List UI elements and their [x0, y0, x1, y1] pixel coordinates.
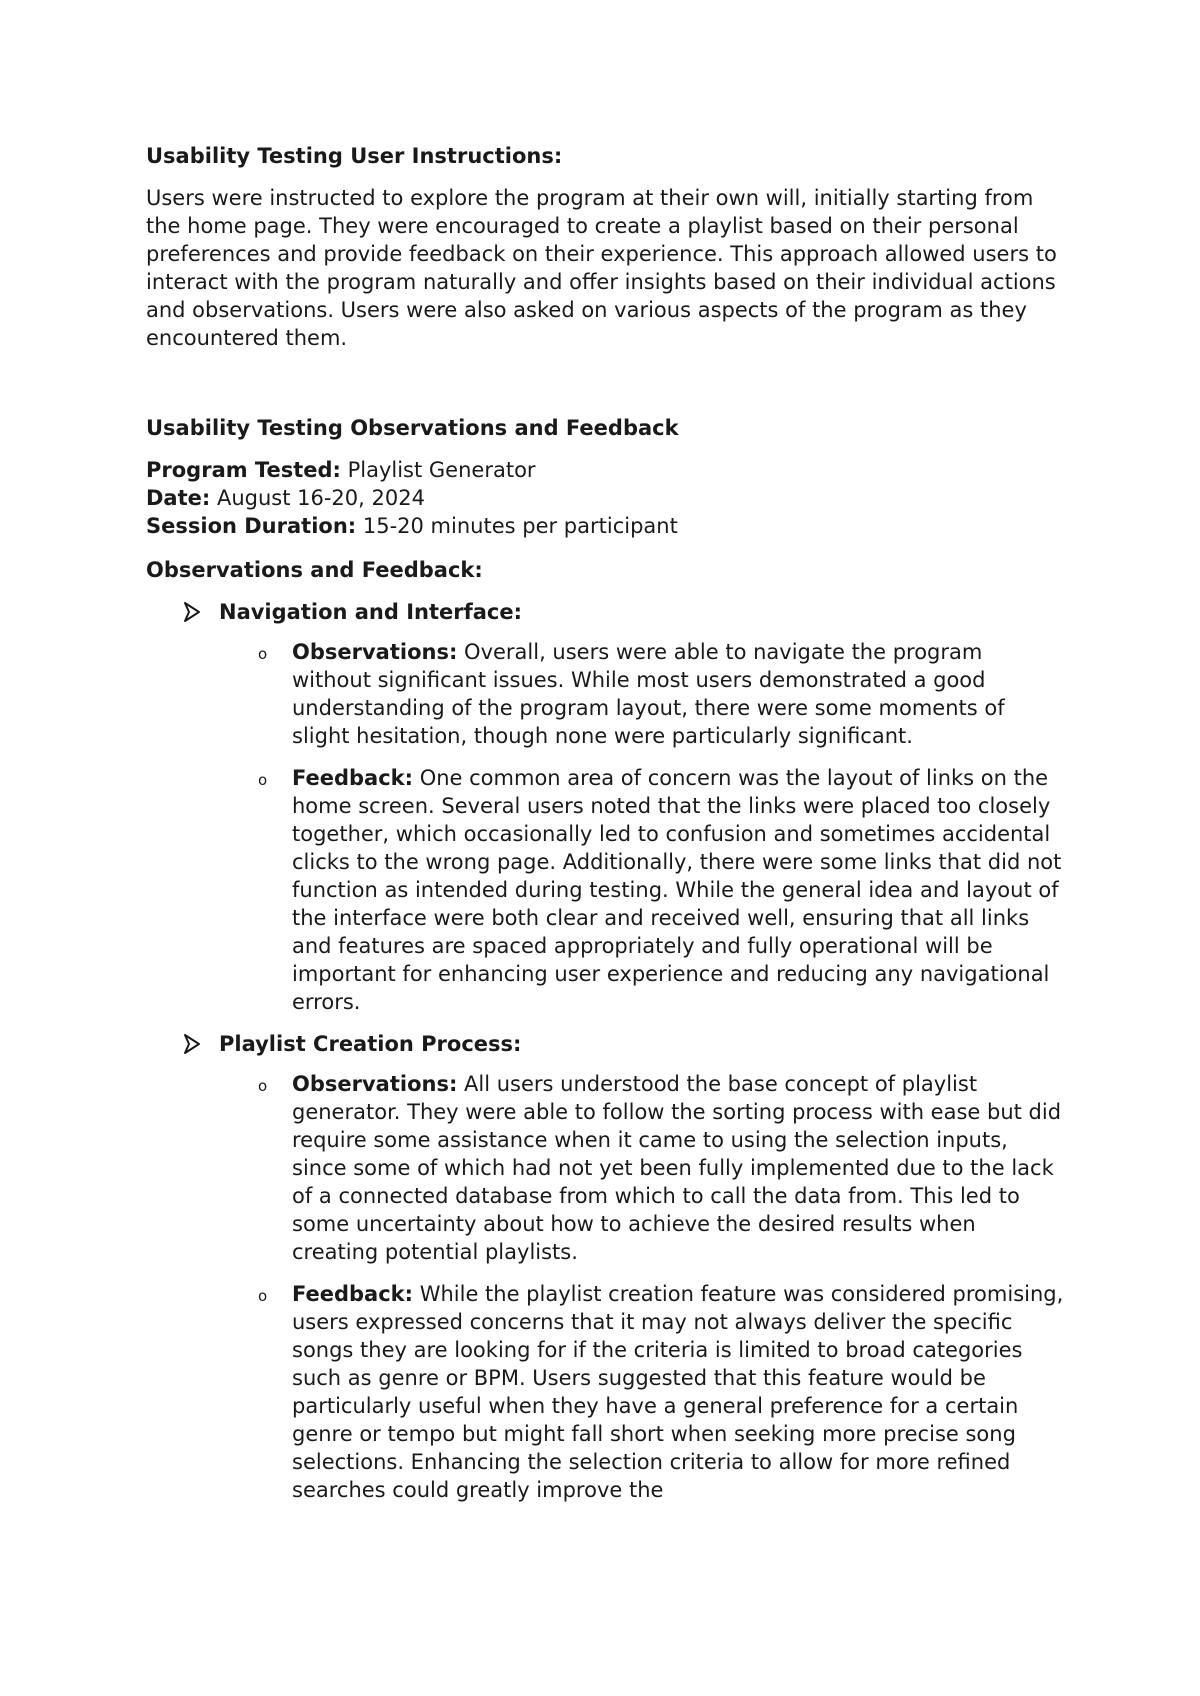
- circle-o-bullet: o: [258, 1287, 268, 1305]
- instructions-paragraph: Users were instructed to explore the program at their own will, initially starting from the home page. They were encouraged to create a playlist based on their personal preferences and provide feedback on their experience. This approach allowed users to interact with the program naturally and offer insights based on their individual actions and observations. Users were also asked on various aspects of the program as they encountered them.: [146, 186, 1057, 350]
- circle-o-bullet: o: [258, 645, 268, 663]
- meta-value: Playlist Generator: [340, 458, 536, 482]
- section-heading-instructions: Usability Testing User Instructions:: [146, 144, 563, 168]
- circle-o-bullet: o: [258, 771, 268, 789]
- item-label: Feedback:: [292, 1282, 414, 1306]
- list-item-observations: [146, 638, 1066, 750]
- topic-playlist-creation: [146, 1030, 1066, 1058]
- meta-date: [146, 484, 1066, 512]
- topic-navigation-interface: [146, 598, 1066, 626]
- topic-title: Playlist Creation Process:: [219, 1032, 522, 1056]
- item-text: While the playlist creation feature was considered promising, users expressed concerns that it may not always deliver the specific songs they are looking for if the criteria is limited to broad categories such as genre or BPM. Users suggested that this feature would be particularly useful when they have a general preference for a certain genre or tempo but might fall short when seeking more precise song selections. Enhancing the selection criteria to allow for more refined searches could greatly improve the: [292, 1282, 1064, 1502]
- item-text: One common area of concern was the layout of links on the home screen. Several users noted that the links were placed too closely together, which occasionally led to confusion and sometimes accidental clicks to the wrong page. Additionally, there were some links that did not function as intended during testing. While the general idea and layout of the interface were both clear and received well, ensuring that all links and features are spaced appropriately and fully operational will be important for enhancing user experience and reducing any navigational errors.: [292, 766, 1062, 1014]
- arrow-right-icon: [182, 1031, 202, 1057]
- arrow-right-icon: [182, 599, 202, 625]
- item-label: Observations:: [292, 640, 458, 664]
- item-label: Observations:: [292, 1072, 458, 1096]
- session-meta: [146, 456, 1066, 540]
- meta-label: Date:: [146, 486, 211, 510]
- observations-feedback-heading: Observations and Feedback:: [146, 558, 483, 582]
- topic-title: Navigation and Interface:: [219, 600, 523, 624]
- meta-value: 15-20 minutes per participant: [356, 514, 678, 538]
- list-item-feedback: [146, 1280, 1066, 1504]
- meta-session-duration: [146, 512, 1066, 540]
- meta-value: August 16-20, 2024: [210, 486, 425, 510]
- document-page: [146, 142, 1066, 1518]
- meta-label: Session Duration:: [146, 514, 357, 538]
- list-item-feedback: [146, 764, 1066, 1016]
- meta-program-tested: [146, 456, 1066, 484]
- circle-o-bullet: o: [258, 1077, 268, 1095]
- meta-label: Program Tested:: [146, 458, 341, 482]
- section-heading-observations: Usability Testing Observations and Feedback: [146, 416, 679, 440]
- list-item-observations: [146, 1070, 1066, 1266]
- section-observations: [146, 414, 1066, 1504]
- item-text: All users understood the base concept of playlist generator. They were able to follow the sorting process with ease but did require some assistance when it came to using the selection inputs, since some of which had not yet been fully implemented due to the lack of a connected database from which to call the data from. This led to some uncertainty about how to achieve the desired results when creating potential playlists.: [292, 1072, 1062, 1264]
- item-text: Overall, users were able to navigate the program without significant issues. While most users demonstrated a good understanding of the program layout, there were some moments of slight hesitation, though none were particularly significant.: [292, 640, 1005, 748]
- item-label: Feedback:: [292, 766, 414, 790]
